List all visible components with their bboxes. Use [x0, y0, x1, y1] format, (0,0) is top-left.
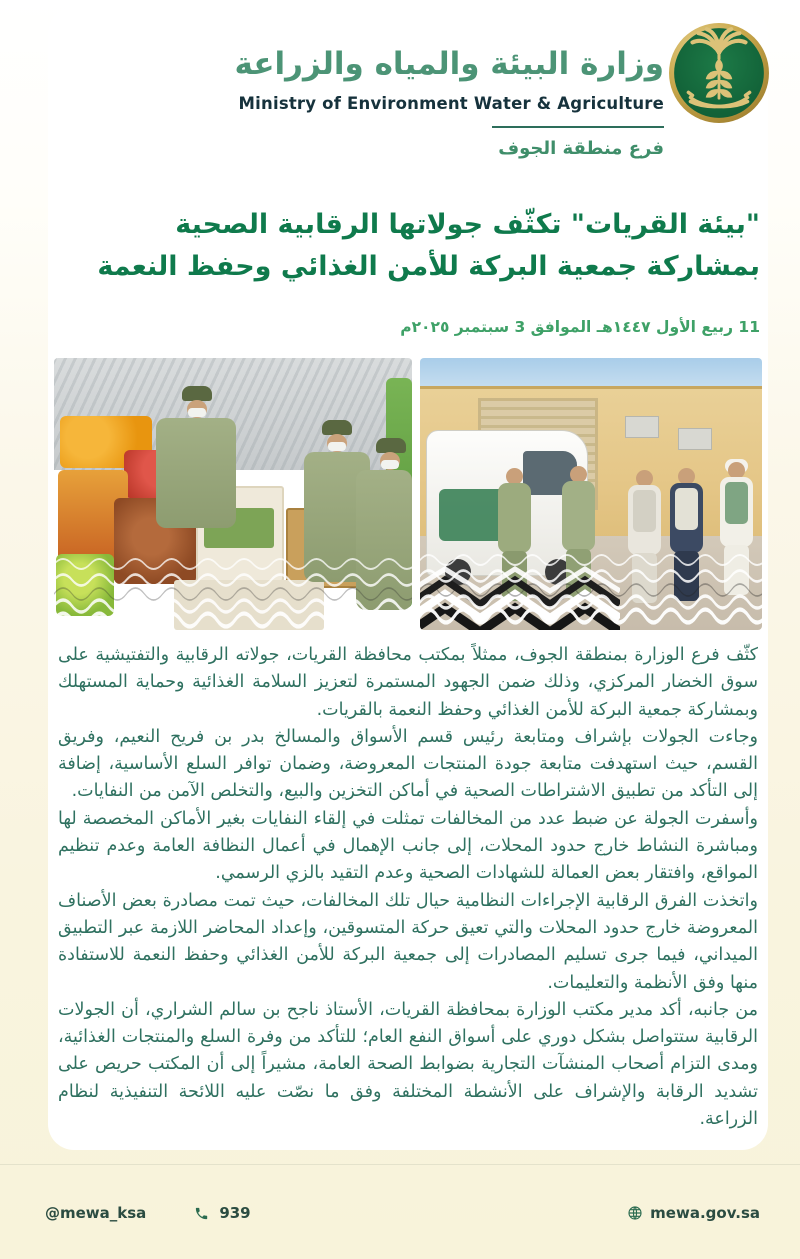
- branch-name: فرع منطقة الجوف: [498, 138, 664, 159]
- paragraph: وجاءت الجولات بإشراف ومتابعة رئيس قسم الأسواق والمسالخ بدر بن فريح النعيم، وفريق القسم، حيث استهدفت متابعة جودة المنتجات المعروضة، وضمان توافر السلع الأساسية، إضافة إلى التأكد من تطبيق الاشتراطات الصحية في أماكن التخزين والبيع، والتخلص الآمن من النفايات.: [58, 726, 758, 802]
- paragraph: من جانبه، أكد مدير مكتب الوزارة بمحافظة القريات، الأستاذ ناجح بن سالم الشراري، أن الجولات الرقابية ستتواصل بشكل دوري على أسواق النفع العام؛ للتأكد من وفرة السلع والمنتجات الغذائية، ومدى التزام أصحاب المنشآت التجارية بضوابط الصحة العامة، مشيراً إلى أن المكتب حريص على تشديد الرقابة والإشراف على الأنشطة المختلفة وفق ما نصّت عليه اللائحة التنفيذية لنظام الزراعة.: [58, 999, 758, 1130]
- header-divider: [492, 126, 664, 128]
- social-handle: @mewa_ksa: [45, 1204, 147, 1222]
- paragraph: واتخذت الفرق الرقابية الإجراءات النظامية حيال تلك المخالفات، حيث تمت مصادرة بعض الأصناف المعروضة خارج حدود المحلات والتي تعيق حركة المتسوقين، وإعداد المحاضر اللازمة عبر التطبيق الميداني، فيما جرى تسليم المصادرات إلى جمعية البركة للأمن الغذائي وحفظ النعمة للاستفادة منها وفق الأنظمة والتعليمات.: [58, 890, 758, 993]
- photo-row: [54, 358, 762, 630]
- website-url: mewa.gov.sa: [650, 1204, 760, 1222]
- press-release-card: [48, 8, 768, 1150]
- ministry-title-ar: وزارة البيئة والمياه والزراعة: [234, 46, 664, 82]
- phone-icon: [194, 1206, 209, 1221]
- brand-wave-pattern: [420, 534, 762, 630]
- ministry-title-en: Ministry of Environment Water & Agriculture: [238, 94, 664, 113]
- article-date: 11 ربيع الأول ١٤٤٧هـ الموافق 3 سبتمبر ٢٠٢٥م: [400, 318, 760, 336]
- globe-icon: [627, 1205, 643, 1221]
- photo-market-inspection: [54, 358, 412, 630]
- article-headline: "بيئة القريات" تكثّف جولاتها الرقابية الصحية بمشاركة جمعية البركة للأمن الغذائي وحفظ النعمة: [97, 209, 760, 282]
- ac-unit: [678, 428, 712, 450]
- footer: [0, 1190, 800, 1259]
- article-body: [58, 642, 758, 1133]
- phone-number: 939: [219, 1204, 251, 1222]
- paragraph: وأسفرت الجولة عن ضبط عدد من المخالفات تمثلت في إلقاء النفايات بغير الأماكن المخصصة لها ومباشرة النشاط خارج حدود المحلات، إلى جانب الإهمال في أعمال النظافة العامة وعدم تنظيم المواقع، وافتقار بعض العمالة للشهادات الصحية وعدم التقيد بالزي الرسمي.: [58, 808, 758, 884]
- ac-unit: [625, 416, 659, 438]
- footer-divider: [0, 1164, 800, 1165]
- paragraph: كثّف فرع الوزارة بمنطقة الجوف، ممثلاً بمكتب محافظة القريات، جولاته الرقابية والتفتيشية على سوق الخضار المركزي، وذلك ضمن الجهود المستمرة لتعزيز السلامة الغذائية وحماية المستهلك وبمشاركة جمعية البركة للأمن الغذائي وحفظ النعمة بالقريات.: [58, 645, 758, 720]
- mewa-emblem-icon: [668, 22, 770, 124]
- photo-field-inspection: [420, 358, 762, 630]
- brand-wave-pattern: [54, 534, 412, 630]
